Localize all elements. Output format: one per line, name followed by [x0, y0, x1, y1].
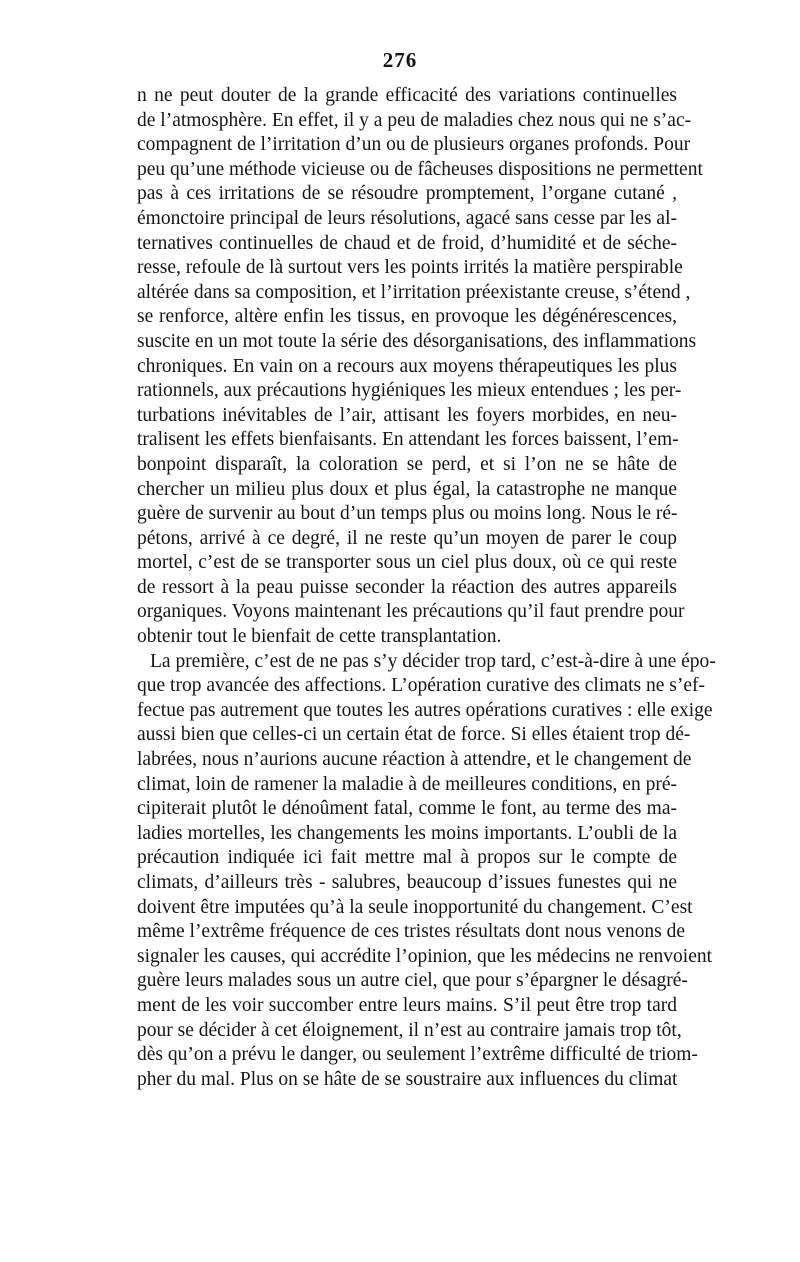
text-line: obtenir tout le bienfait de cette transplantation. — [137, 626, 502, 648]
text-line: resse, refoule de là surtout vers les points irrités la matière perspirable — [137, 257, 683, 279]
body-text — [137, 84, 716, 1092]
page-number: 276 — [382, 48, 418, 72]
text-line: même l’extrême fréquence de ces tristes résultats dont nous venons de — [137, 921, 685, 943]
text-line: aussi bien que celles-ci un certain état de force. Si elles étaient trop dé- — [137, 724, 691, 746]
text-line: doivent être imputées qu’à la seule inopportunité du changement. C’est — [137, 896, 693, 918]
text-line: se renforce, altère enfin les tissus, en provoque les dégénérescences, — [137, 306, 677, 328]
text-line: cipiterait plutôt le dénoûment fatal, comme le font, au terme des ma- — [137, 798, 677, 820]
text-line: émonctoire principal de leurs résolutions, agacé sans cesse par les al- — [137, 207, 677, 229]
text-line: altérée dans sa composition, et l’irritation préexistante creuse, s’étend , — [137, 281, 691, 303]
text-line: pour se décider à cet éloignement, il n’est au contraire jamais trop tôt, — [137, 1019, 682, 1041]
text-line: dès qu’on a prévu le danger, ou seulement l’extrême difficulté de triom- — [137, 1044, 698, 1066]
paragraph-1 — [137, 84, 703, 650]
paragraph-2 — [137, 650, 716, 1093]
text-line: tralisent les effets bienfaisants. En attendant les forces baissent, l’em- — [137, 429, 679, 451]
text-line: fectue pas autrement que toutes les autres opérations curatives : elle exige — [137, 699, 713, 721]
text-line: que trop avancée des affections. L’opération curative des climats ne s’ef- — [137, 675, 705, 697]
text-line: de l’atmosphère. En effet, il y a peu de maladies chez nous qui ne s’ac- — [137, 109, 692, 131]
text-line: chroniques. En vain on a recours aux moyens thérapeutiques les plus — [137, 355, 677, 377]
text-line: peu qu’une méthode vicieuse ou de fâcheuses dispositions ne permettent — [137, 158, 703, 180]
text-line: guère de survenir au bout d’un temps plus ou moins long. Nous le ré- — [137, 503, 678, 525]
text-line: précaution indiquée ici fait mettre mal à propos sur le compte de — [137, 847, 677, 869]
text-line: de ressort à la peau puisse seconder la réaction des autres appareils — [137, 576, 677, 598]
text-line: pas à ces irritations de se résoudre promptement, l’organe cutané , — [137, 183, 677, 205]
text-line: ternatives continuelles de chaud et de froid, d’humidité et de séche- — [137, 232, 677, 254]
text-line: compagnent de l’irritation d’un ou de plusieurs organes profonds. Pour — [137, 134, 691, 156]
text-line: pétons, arrivé à ce degré, il ne reste qu’un moyen de parer le coup — [137, 527, 677, 549]
text-line: La première, c’est de ne pas s’y décider trop tard, c’est-à-dire à une épo- — [150, 650, 716, 672]
text-line: signaler les causes, qui accrédite l’opinion, que les médecins ne renvoient — [137, 945, 713, 967]
text-line: climats, d’ailleurs très - salubres, beaucoup d’issues funestes qui ne — [137, 872, 677, 893]
text-line: suscite en un mot toute la série des désorganisations, des inflammations — [137, 330, 697, 352]
text-line: turbations inévitables de l’air, attisant les foyers morbides, en neu- — [137, 404, 677, 426]
text-line: n ne peut douter de la grande efficacité des variations continuelles — [137, 85, 677, 106]
text-line: guère leurs malades sous un autre ciel, que pour s’épargner le désagré- — [137, 970, 688, 992]
text-line: ment de les voir succomber entre leurs mains. S’il peut être trop tard — [137, 994, 677, 1016]
text-line: organiques. Voyons maintenant les précautions qu’il faut prendre pour — [137, 601, 685, 623]
text-line: climat, loin de ramener la maladie à de meilleures conditions, en pré- — [137, 773, 677, 795]
text-line: rationnels, aux précautions hygiéniques les mieux entendues ; les per- — [137, 380, 682, 402]
text-line: pher du mal. Plus on se hâte de se soustraire aux influences du climat — [137, 1068, 678, 1090]
text-line: ladies mortelles, les changements les moins importants. L’oubli de la — [137, 822, 677, 844]
text-line: mortel, c’est de se transporter sous un ciel plus doux, où ce qui reste — [137, 552, 677, 574]
text-line: labrées, nous n’aurions aucune réaction à attendre, et le changement de — [137, 749, 692, 771]
text-line: bonpoint disparaît, la coloration se perd, et si l’on ne se hâte de — [137, 453, 677, 475]
text-line: chercher un milieu plus doux et plus égal, la catastrophe ne manque — [137, 478, 677, 500]
